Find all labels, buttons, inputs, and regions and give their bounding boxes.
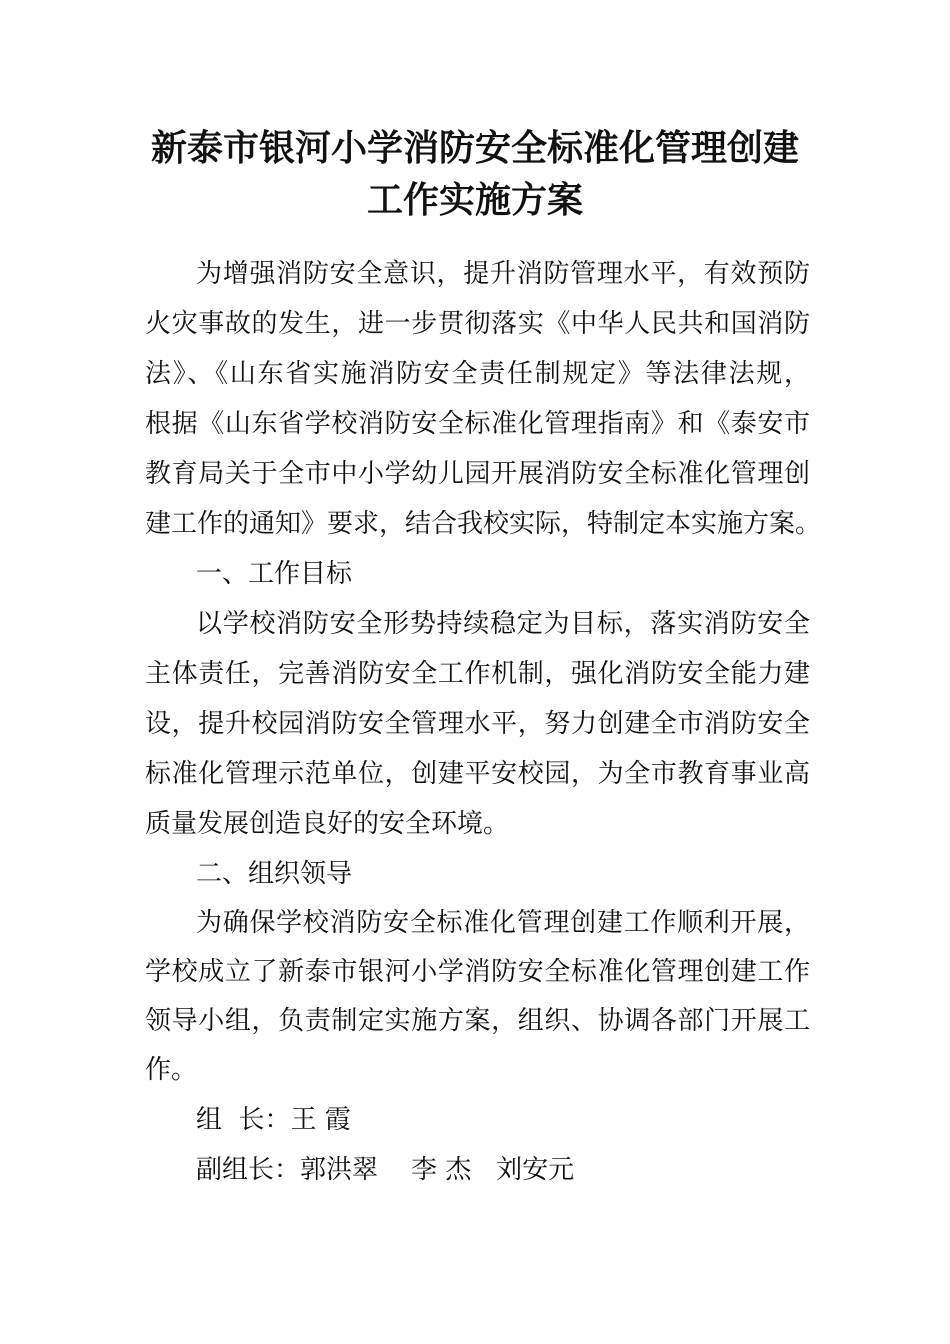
organization-line-4: 作。 bbox=[145, 1055, 198, 1085]
intro-line-4: 根据《山东省学校消防安全标准化管理指南》和《泰安市 bbox=[145, 409, 810, 439]
intro-line-5: 教育局关于全市中小学幼儿园开展消防安全标准化管理创 bbox=[145, 459, 810, 489]
section-heading-goals: 一、工作目标 bbox=[196, 559, 353, 589]
document-title-line-1: 新泰市银河小学消防安全标准化管理创建 bbox=[150, 127, 799, 169]
intro-line-1: 为增强消防安全意识，提升消防管理水平，有效预防 bbox=[196, 259, 810, 289]
organization-line-2: 学校成立了新泰市银河小学消防安全标准化管理创建工作 bbox=[145, 957, 810, 987]
organization-line-3: 领导小组，负责制定实施方案，组织、协调各部门开展工 bbox=[145, 1006, 810, 1036]
goals-line-3: 设，提升校园消防安全管理水平，努力创建全市消防安全 bbox=[145, 709, 810, 739]
group-leader: 组 长：王 霞 bbox=[196, 1105, 351, 1135]
intro-line-6: 建工作的通知》要求，结合我校实际，特制定本实施方案。 bbox=[145, 509, 822, 539]
goals-line-2: 主体责任，完善消防安全工作机制，强化消防安全能力建 bbox=[145, 659, 810, 689]
document-title-line-2: 工作实施方案 bbox=[366, 179, 583, 221]
intro-line-2: 火灾事故的发生，进一步贯彻落实《中华人民共和国消防 bbox=[145, 309, 810, 339]
goals-line-4: 标准化管理示范单位，创建平安校园，为全市教育事业高 bbox=[145, 759, 810, 789]
section-heading-organization: 二、组织领导 bbox=[196, 859, 353, 889]
group-deputy-leaders: 副组长：郭洪翠 李 杰 刘安元 bbox=[196, 1155, 575, 1185]
organization-line-1: 为确保学校消防安全标准化管理创建工作顺利开展， bbox=[196, 908, 810, 938]
intro-line-3: 法》、《山东省实施消防安全责任制规定》等法律法规， bbox=[145, 359, 810, 389]
goals-line-1: 以学校消防安全形势持续稳定为目标，落实消防安全 bbox=[196, 609, 810, 639]
goals-line-5: 质量发展创造良好的安全环境。 bbox=[145, 809, 510, 839]
